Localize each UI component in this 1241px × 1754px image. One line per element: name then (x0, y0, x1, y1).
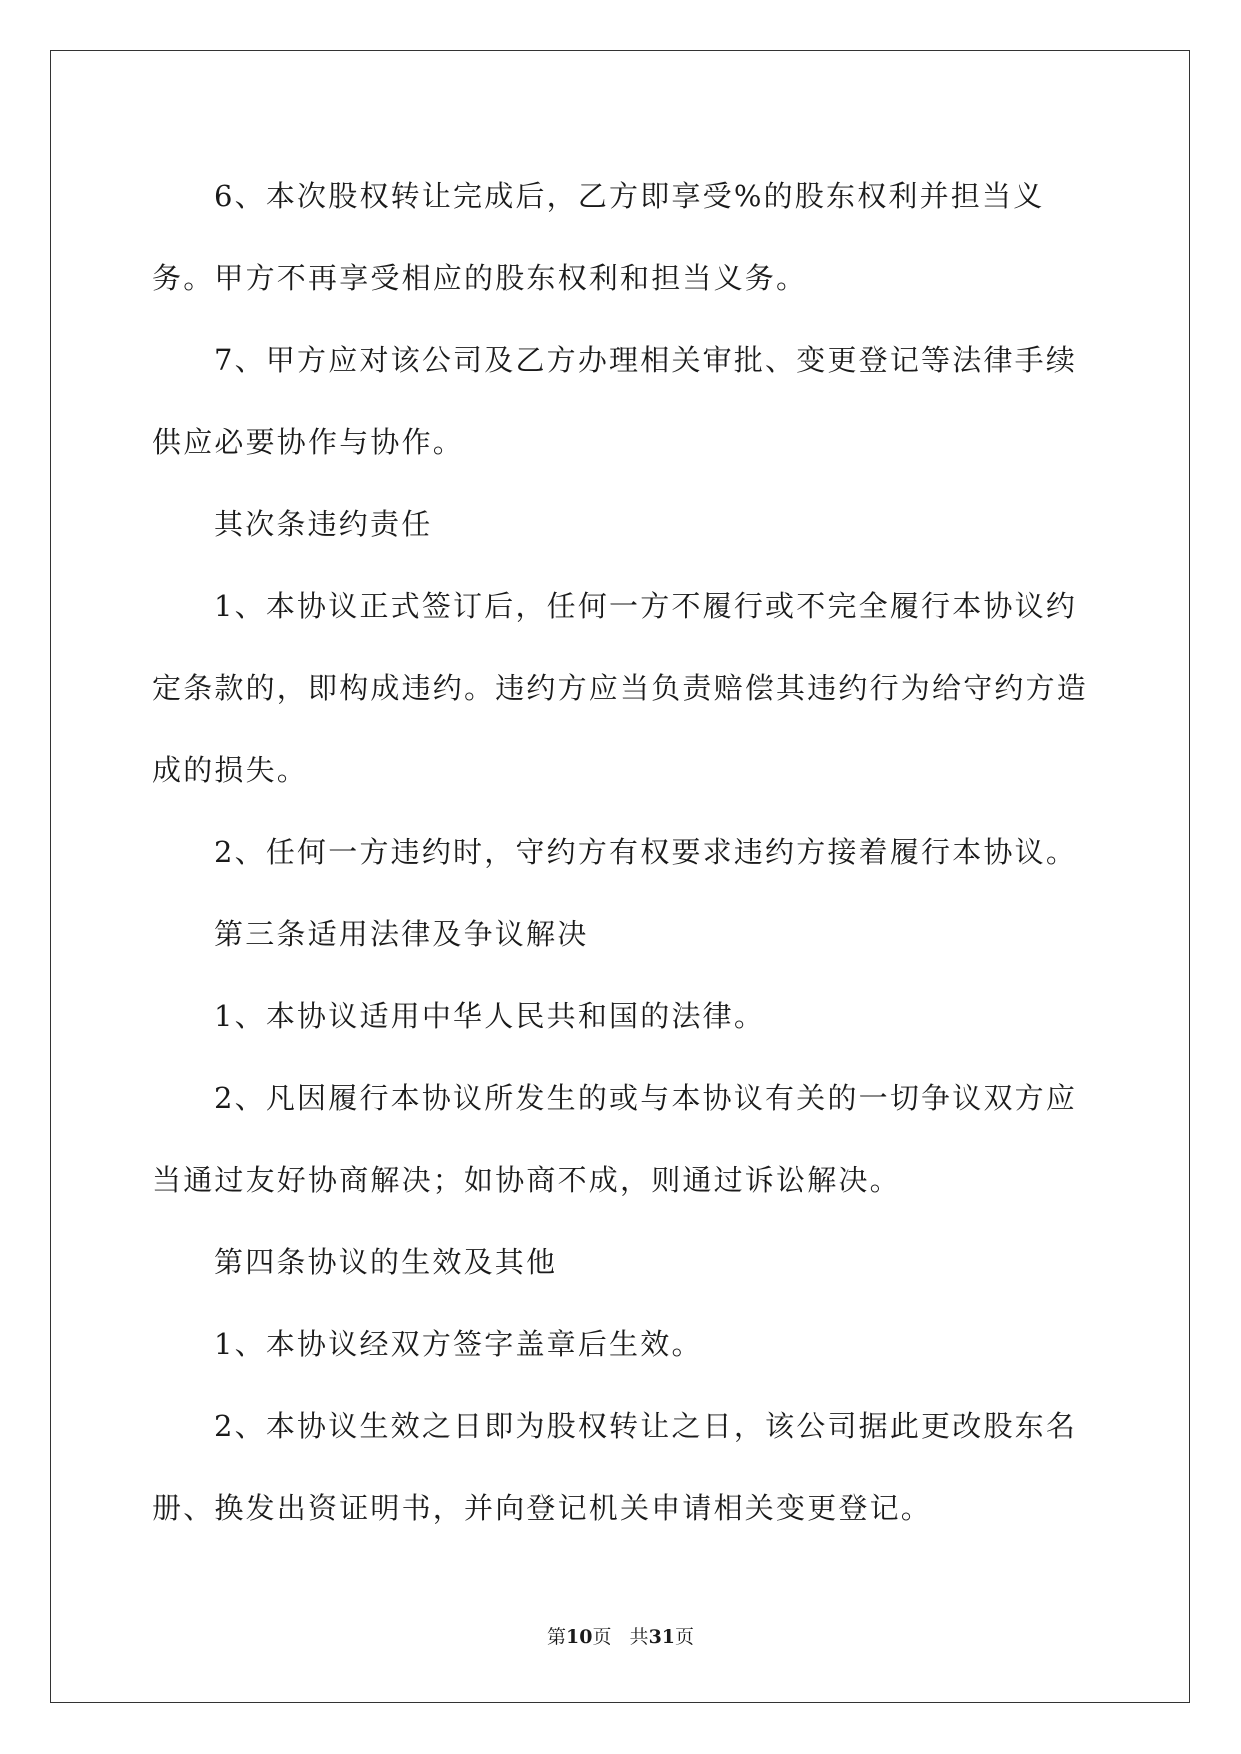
paragraph: 2、任何一方违约时，守约方有权要求违约方接着履行本协议。 (214, 835, 1078, 869)
paragraph: 6、本次股权转让完成后，乙方即享受%的股东权利并担当义务。甲方不再享受相应的股东权利和担当义务。 (152, 179, 1045, 295)
paragraph: 1、本协议经双方签字盖章后生效。 (214, 1327, 703, 1361)
section-heading: 其次条违约责任 (214, 507, 433, 541)
footer-prefix: 第 (546, 1626, 566, 1648)
section-heading: 第三条适用法律及争议解决 (214, 917, 589, 951)
footer-middle: 页 共 (592, 1626, 649, 1648)
current-page-number: 10 (565, 1626, 593, 1648)
paragraph: 1、本协议适用中华人民共和国的法律。 (214, 999, 766, 1033)
document-body (152, 155, 1102, 1549)
footer-suffix: 页 (675, 1626, 695, 1648)
paragraph: 2、本协议生效之日即为股权转让之日，该公司据此更改股东名册、换发出资证明书，并向登记机关申请相关变更登记。 (152, 1409, 1078, 1525)
paragraph: 2、凡因履行本协议所发生的或与本协议有关的一切争议双方应当通过友好协商解决；如协商不成，则通过诉讼解决。 (152, 1081, 1078, 1197)
section-heading: 第四条协议的生效及其他 (214, 1245, 558, 1279)
page-footer (0, 1622, 1241, 1649)
paragraph: 1、本协议正式签订后，任何一方不履行或不完全履行本协议约定条款的，即构成违约。违约方应当负责赔偿其违约行为给守约方造成的损失。 (152, 589, 1089, 787)
total-pages-number: 31 (648, 1626, 676, 1648)
paragraph: 7、甲方应对该公司及乙方办理相关审批、变更登记等法律手续供应必要协作与协作。 (152, 343, 1078, 459)
